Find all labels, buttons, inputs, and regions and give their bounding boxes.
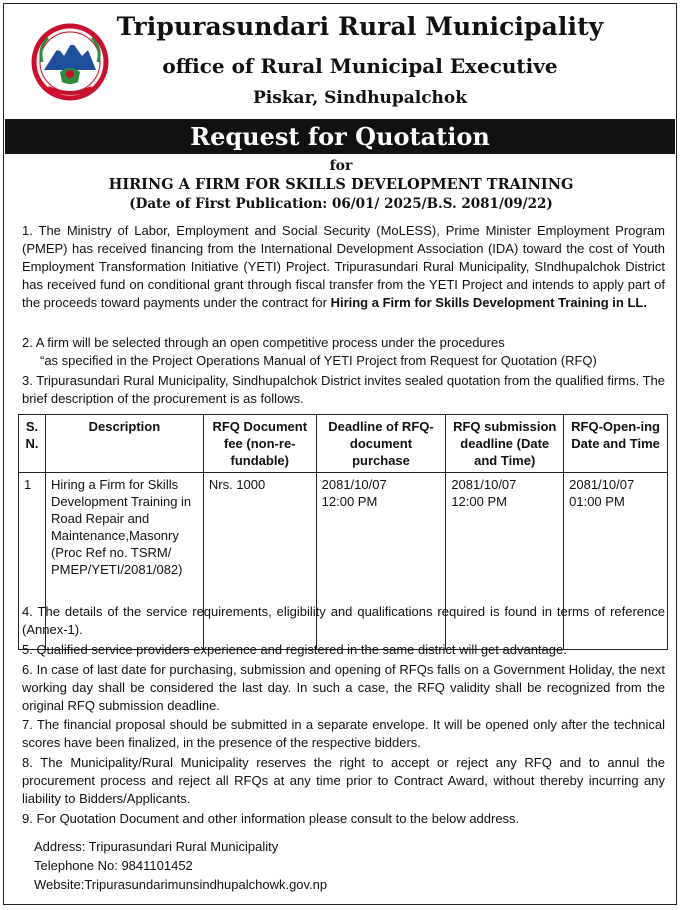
col-submission-deadline: RFQ submission deadline (Date and Time) [446, 415, 564, 473]
paragraph-2a: 2. A firm will be selected through an open competitive process under the procedures [22, 335, 505, 350]
paragraph-6: 6. In case of last date for purchasing, submission and opening of RFQs falls on a Government Holiday, the next working day shall be considered the last day. In such a case, the RFQ validity shall be recognized from the original RFQ submission deadline. [22, 662, 665, 713]
paragraph-4: 4. The details of the service requirements, eligibility and qualifications required is found in terms of reference (Annex-1). [22, 604, 665, 637]
paragraph-1-text: 1. The Ministry of Labor, Employment and Social Security (MoLESS), Prime Minister Employment Program (PMEP) has received financing from the International Development Association (IDA) toward the cost of Youth Employment Transformation Initiative (YETI) Project. Tripurasundari Rural Municipality, SIndhupalchok District has received fund on conditional grant through fiscal transfer from the YETI Project and intends to apply part of the proceeds toward payments under the contract for [22, 223, 665, 310]
cell-fee: Nrs. 1000 [203, 473, 316, 650]
location-title: Piskar, Sindhupalchok [252, 88, 468, 108]
paragraph-1-bold: Hiring a Firm for Skills Development Training in LL. [330, 295, 647, 310]
municipality-title: Tripurasundari Rural Municipality [116, 12, 604, 41]
paragraph-9: 9. For Quotation Document and other information please consult to the below address. [22, 811, 520, 826]
paragraph-7: 7. The financial proposal should be submitted in a separate envelope. It will be opened only after the technical scores have been finalized, in the presence of the respective bidders. [22, 717, 665, 750]
col-fee: RFQ Document fee (non-re-fundable) [203, 415, 316, 473]
table-header-row [19, 415, 668, 473]
col-sn: S. N. [19, 415, 46, 473]
cell-description: Hiring a Firm for Skills Development Training in Road Repair and Maintenance,Masonry (Proc Ref no. TSRM/ PMEP/YETI/2081/082) [45, 473, 203, 650]
website-line: Website:Tripurasundarimunsindhupalchowk.gov.np [34, 877, 328, 892]
address-line: Address: Tripurasundari Rural Municipality [34, 839, 279, 854]
office-title: office of Rural Municipal Executive [162, 54, 558, 78]
col-description: Description [45, 415, 203, 473]
col-purchase-deadline: Deadline of RFQ-document purchase [316, 415, 446, 473]
paragraph-3: 3. Tripurasundari Rural Municipality, Sindhupalchok District invites sealed quotation from the qualified firms. The brief description of the procurement is as follows. [22, 373, 665, 406]
paragraph-5: 5. Qualified service providers experience and registered in the same district will get advantage. [22, 642, 567, 657]
paragraph-8: 8. The Municipality/Rural Municipality reserves the right to accept or reject any RFQ and to annul the procurement process and reject all RFQs at any time prior to Contract Award, without thereby incurring any liability to Bidders/Applicants. [22, 755, 665, 806]
subject-heading: HIRING A FIRM FOR SKILLS DEVELOPMENT TRAINING [108, 176, 574, 193]
for-label: for [329, 158, 353, 174]
purchase-date: 2081/10/07 [321, 477, 387, 492]
publication-date: (Date of First Publication: 06/01/ 2025/B.S. 2081/09/22) [129, 196, 553, 212]
opening-time: 01:00 PM [569, 494, 625, 509]
paragraph-2b: “as specified in the Project Operations Manual of YETI Project from Request for Quotation (RFQ) [40, 353, 597, 368]
submission-time: 12:00 PM [451, 494, 507, 509]
rfq-banner: Request for Quotation [5, 119, 675, 154]
municipality-emblem-logo [30, 22, 110, 102]
col-opening: RFQ-Open-ing Date and Time [564, 415, 668, 473]
submission-date: 2081/10/07 [451, 477, 517, 492]
cell-sn: 1 [19, 473, 46, 650]
opening-date: 2081/10/07 [569, 477, 635, 492]
paragraph-1 [22, 222, 665, 312]
telephone-line: Telephone No: 9841101452 [34, 858, 193, 873]
purchase-time: 12:00 PM [321, 494, 378, 509]
